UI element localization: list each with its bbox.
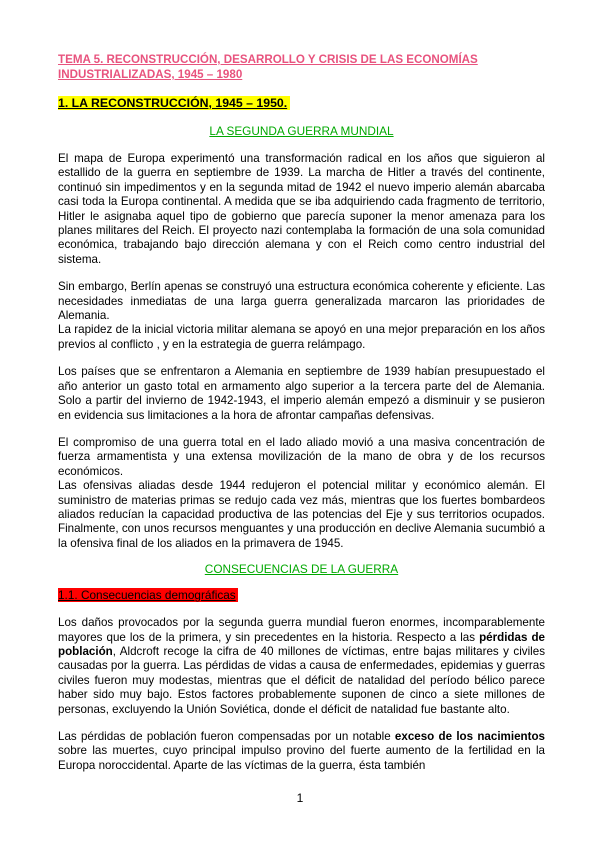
paragraph-5: El compromiso de una guerra total en el lado aliado movió a una masiva concentración de fuerza armamentista y una extensa movilización de la mano de obra y de los recursos económicos. <box>58 435 545 478</box>
page-number: 1 <box>296 791 304 805</box>
section-title-segunda-guerra: LA SEGUNDA GUERRA MUNDIAL <box>209 124 394 138</box>
document-page <box>58 52 545 773</box>
subheading-demograficas-text: 1.1. Consecuencias demográficas <box>58 588 236 603</box>
title-line-1: TEMA 5. RECONSTRUCCIÓN, DESARROLLO Y CRISIS DE LAS ECONOMÍAS <box>58 53 478 66</box>
paragraph-1: El mapa de Europa experimentó una transformación radical en los años que siguieron al estallido de la guerra en septiembre de 1939. La marcha de Hitler a través del continente, continuó sin impedimentos y en la segunda mitad de 1942 el nuevo imperio alemán abarcaba casi toda la Europa continental. A medida que se iba adquiriendo cada fragmento de territorio, Hitler le asignaba aquel tipo de gobierno que parecía suponer la menor amenaza para los planes militares del Reich. El proyecto nazi contemplaba la formación de una sola comunidad económica, trabajando bajo dirección alemana y con el Reich como centro industrial del sistema. <box>58 152 545 266</box>
paragraph-6: Las ofensivas aliadas desde 1944 redujeron el potencial militar y económico alemán. El suministro de materias primas se redujo cada vez más, mientras que los fuertes bombardeos aliados reducían la capacidad productiva de las potencias del Eje y sus territorios ocupados. Finalmente, con unos recursos menguantes y una producción en declive Alemania sucumbió a la ofensiva final de los aliados en la primavera de 1945. <box>58 479 545 550</box>
subheading-demograficas <box>58 588 545 603</box>
heading-reconstruccion-text: 1. LA RECONSTRUCCIÓN, 1945 – 1950. <box>58 96 290 110</box>
section-title-consecuencias: CONSECUENCIAS DE LA GUERRA <box>204 562 399 577</box>
paragraph-7-part-b: , Aldcroft recoge la cifra de 40 millones de víctimas, entre bajas militares y civiles causadas por la guerra. Las pérdidas de vidas a causa de enfermedades, epidemias y guerras civiles fueron muy modestas, mientras que el déficit de natalidad del período bélico parece haber sido muy bajo. Estos factores probablemente suponen de cinco a siete millones de personas, excluyendo la Unión Soviética, donde el déficit de natalidad fue bastante alto. <box>58 644 545 716</box>
paragraph-3: La rapidez de la inicial victoria militar alemana se apoyó en una mejor preparación en los años previos al conflicto , y en la estrategia de guerra relámpago. <box>58 323 545 351</box>
paragraph-8 <box>58 730 545 773</box>
paragraph-7-bold: pérdidas de población <box>58 630 545 658</box>
paragraph-4: Los países que se enfrentaron a Alemania en septiembre de 1939 habían presupuestado el año anterior un gasto total en armamento algo superior a la tercera parte del de Alemania. Solo a partir del invierno de 1942-1943, el imperio alemán empezó a disminuir y se pusieron en evidencia sus limitaciones a la hora de afrontar campañas defensivas. <box>58 365 545 422</box>
document-title <box>58 52 545 82</box>
paragraph-7 <box>58 616 545 717</box>
paragraph-8-part-a: Las pérdidas de población fueron compensadas por un notable <box>58 730 395 743</box>
paragraph-7-part-a: Los daños provocados por la segunda guerra mundial fueron enormes, incomparablemente mayores que los de la primera, y sin precedentes en la historia. Respecto a las <box>58 616 545 644</box>
paragraph-8-part-b: sobre las muertes, cuyo principal impulso provino del fuerte aumento de la fertilidad en la Europa noroccidental. Aparte de las víctimas de la guerra, ésta también <box>58 744 545 772</box>
paragraph-2: Sin embargo, Berlín apenas se construyó una estructura económica coherente y eficiente. Las necesidades inmediatas de una larga guerra generalizada marcaron las prioridades de Alemania. <box>58 280 545 323</box>
heading-reconstruccion <box>58 95 545 111</box>
paragraph-8-bold: exceso de los nacimientos <box>394 730 545 743</box>
title-line-2: INDUSTRIALIZADAS, 1945 – 1980 <box>58 68 243 81</box>
